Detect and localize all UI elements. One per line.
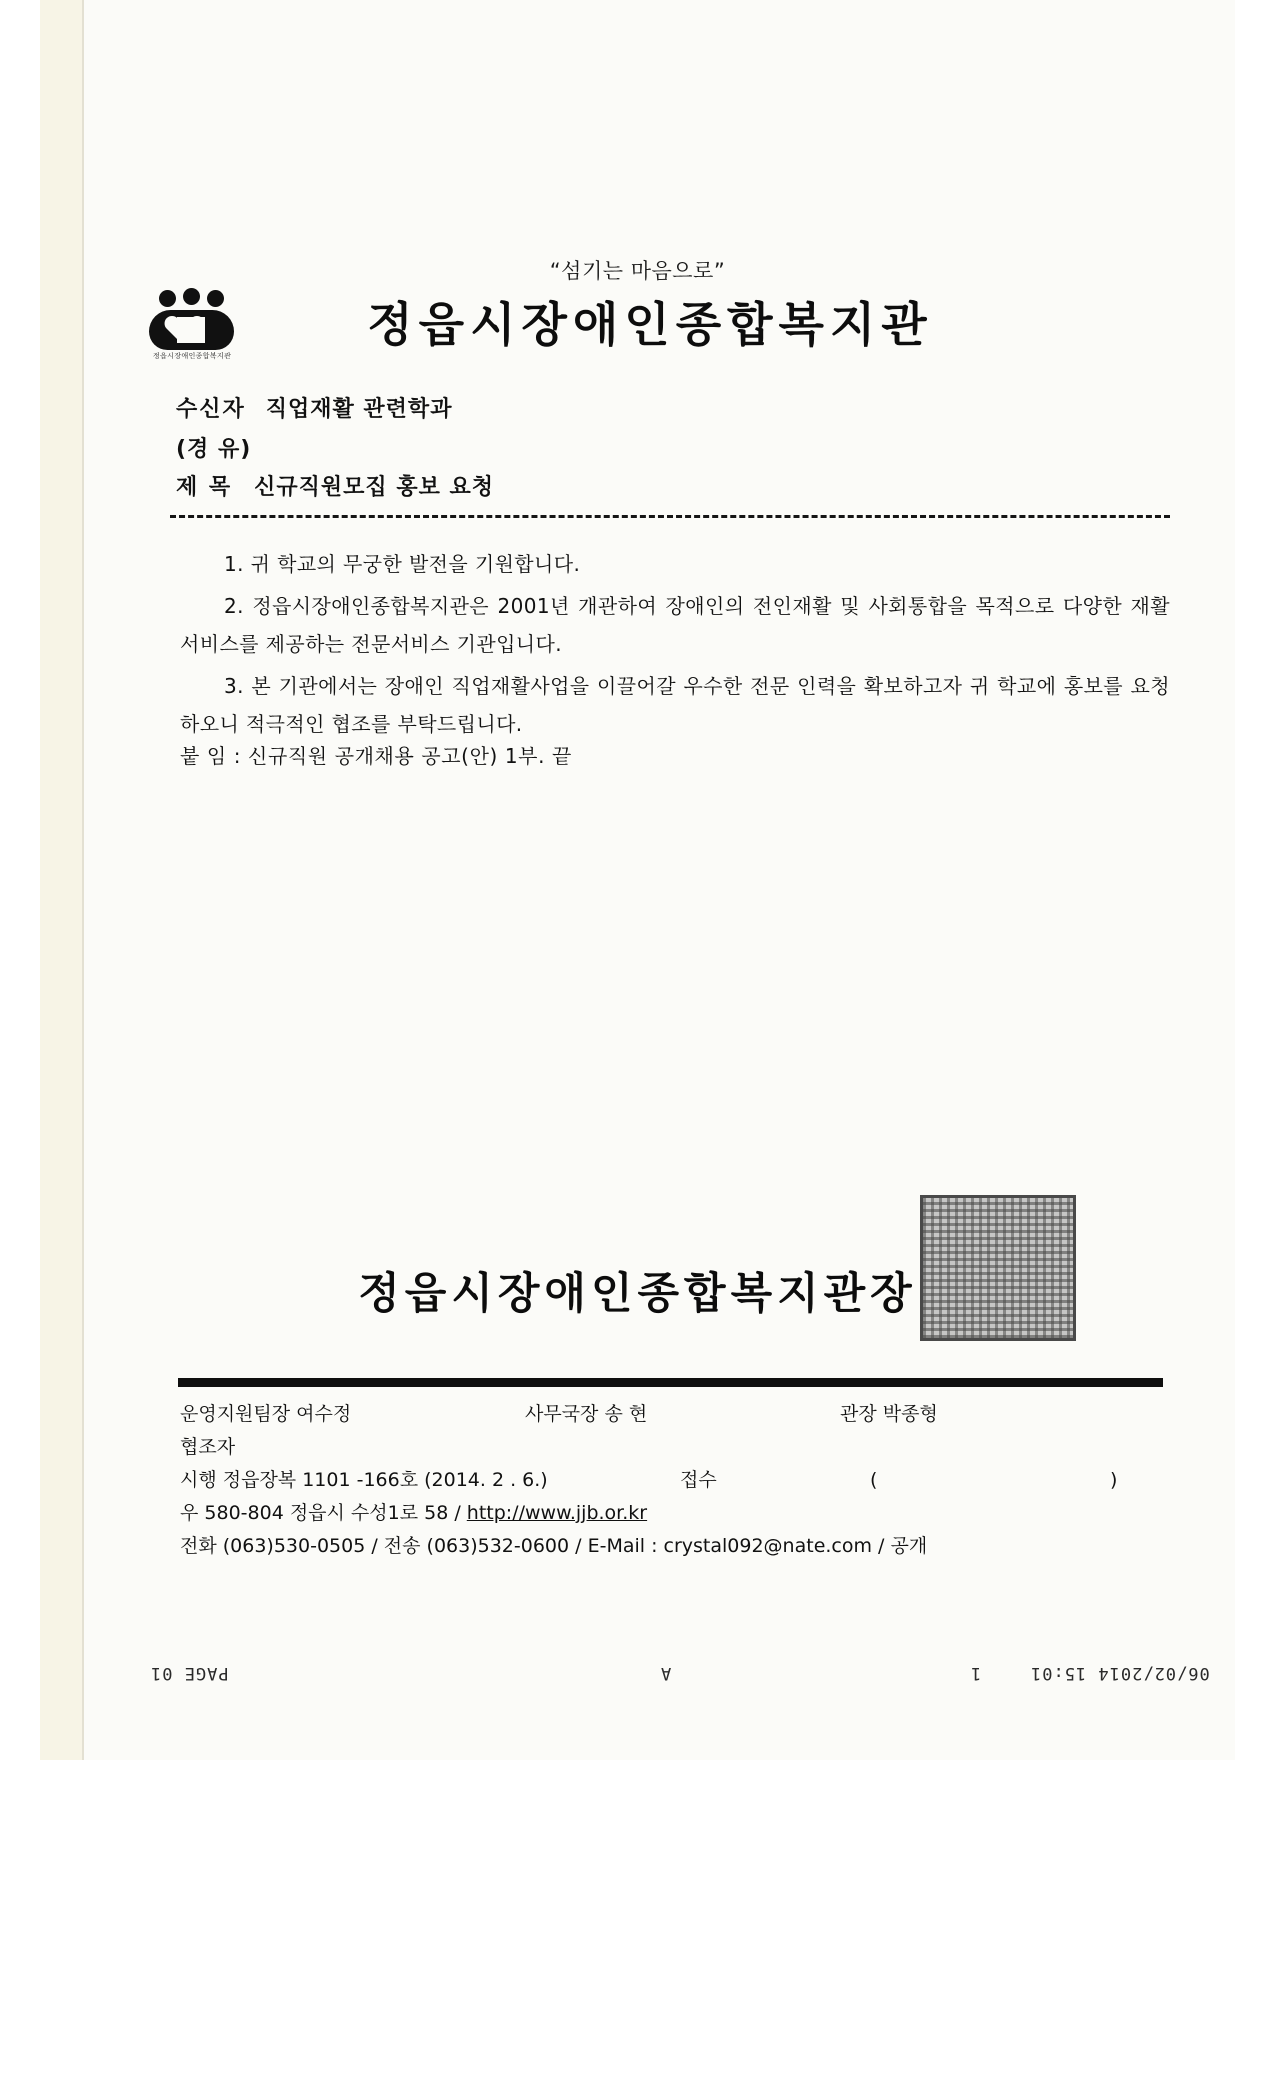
recipient-row	[176, 392, 452, 423]
recipient-value: 직업재활 관련학과	[265, 397, 453, 422]
via-label: (경 유)	[176, 437, 252, 462]
fax-marker: A	[660, 1663, 672, 1683]
footer-row-contact: 전화 (063)530-0505 / 전송 (063)532-0600 / E-Mail : crystal092@nate.com / 공개	[180, 1535, 928, 1557]
fax-page-label: PAGE 01	[150, 1663, 229, 1683]
document-footer	[180, 1398, 1180, 1563]
footer-website-link[interactable]: http://www.jjb.or.kr	[466, 1502, 648, 1524]
organization-logo-icon	[140, 288, 244, 368]
body-paragraph-3: 3. 본 기관에서는 장애인 직업재활사업을 이끌어갈 우수한 전문 인력을 확보하고자 귀 학교에 홍보를 요청하오니 적극적인 협조를 부탁드립니다.	[180, 674, 1170, 736]
fax-datetime: 06/02/2014 15:01	[1030, 1663, 1210, 1683]
organization-title: 정읍시장애인종합복지관	[367, 298, 933, 353]
attachment-line: 붙 임 : 신규직원 공개채용 공고(안) 1부. 끝	[180, 744, 572, 768]
footer-cooperator-label: 협조자	[180, 1436, 236, 1458]
footer-receipt-paren-open: (	[870, 1469, 878, 1491]
footer-row-cooperator	[180, 1431, 1180, 1464]
footer-row-approvers	[180, 1398, 1180, 1431]
document-body	[180, 545, 1170, 747]
subject-row	[176, 470, 494, 501]
logo-caption: 정읍시장애인종합복지관	[152, 352, 232, 360]
footer-divider	[178, 1378, 1163, 1387]
body-paragraph-1: 1. 귀 학교의 무궁한 발전을 기원합니다.	[224, 552, 581, 576]
footer-row-document-number	[180, 1464, 1180, 1497]
header-divider	[170, 515, 1170, 518]
fax-page-number: 1	[970, 1663, 982, 1683]
footer-address: 우 580-804 정읍시 수성1로 58 /	[180, 1502, 467, 1524]
footer-team-leader: 운영지원팀장 여수정	[180, 1403, 352, 1425]
footer-director: 관장 박종형	[840, 1403, 938, 1425]
footer-secretary-general: 사무국장 송 현	[525, 1403, 648, 1425]
footer-receipt-label: 접수	[680, 1469, 717, 1491]
fax-transmission-strip	[40, 1655, 1275, 1715]
signature-title: 정읍시장애인종합복지관장	[358, 1269, 917, 1319]
document-paper	[40, 0, 1235, 1760]
footer-row-address	[180, 1497, 1180, 1530]
subject-value: 신규직원모집 홍보 요청	[254, 475, 495, 500]
footer-receipt-paren-close: )	[1110, 1469, 1118, 1491]
footer-document-number: 시행 정읍장복 1101 -166호 (2014. 2 . 6.)	[180, 1469, 548, 1491]
body-paragraph-2: 2. 정읍시장애인종합복지관은 2001년 개관하여 장애인의 전인재활 및 사회통합을 목적으로 다양한 재활서비스를 제공하는 전문서비스 기관입니다.	[180, 594, 1170, 656]
slogan-text: “섬기는 마음으로”	[549, 259, 726, 283]
recipient-label: 수신자	[176, 397, 246, 422]
subject-label: 제 목	[176, 475, 233, 500]
